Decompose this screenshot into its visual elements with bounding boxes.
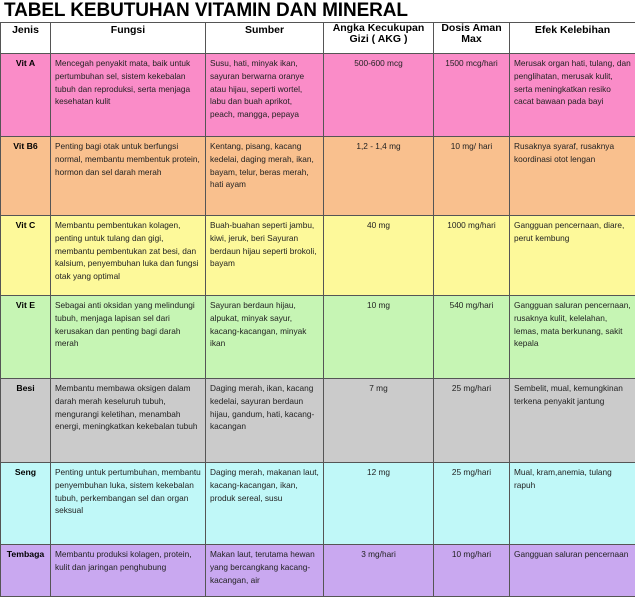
cell-efek: Gangguan saluran pencernaan, rusaknya kulit, kelelahan, lemas, mata berkunang, sakit kepala	[510, 296, 635, 379]
cell-dosis: 10 mg/hari	[434, 545, 510, 597]
cell-akg: 500-600 mcg	[324, 54, 434, 137]
cell-jenis: Vit A	[1, 54, 51, 137]
cell-akg: 1,2 - 1,4 mg	[324, 137, 434, 216]
cell-dosis: 1500 mcg/hari	[434, 54, 510, 137]
table-row	[1, 54, 635, 137]
cell-jenis: Vit B6	[1, 137, 51, 216]
cell-fungsi: Membantu membawa oksigen dalam darah merah keseluruh tubuh, mengurangi keletihan, menambah energi, meningkatkan kekebalan tubuh	[51, 379, 206, 463]
cell-sumber: Buah-buahan seperti jambu, kiwi, jeruk, beri Sayuran berdaun hijau seperti brokoli, bayam	[206, 216, 324, 296]
table-row	[1, 379, 635, 463]
cell-akg: 3 mg/hari	[324, 545, 434, 597]
table-row	[1, 137, 635, 216]
cell-jenis: Seng	[1, 463, 51, 545]
cell-akg: 12 mg	[324, 463, 434, 545]
header-sumber: Sumber	[206, 23, 324, 54]
cell-fungsi: Membantu produksi kolagen, protein, kulit dan jaringan penghubung	[51, 545, 206, 597]
cell-jenis: Vit C	[1, 216, 51, 296]
cell-dosis: 1000 mg/hari	[434, 216, 510, 296]
cell-akg: 40 mg	[324, 216, 434, 296]
cell-sumber: Kentang, pisang, kacang kedelai, daging merah, ikan, bayam, telur, beras merah, hati ayam	[206, 137, 324, 216]
cell-efek: Gangguan pencernaan, diare, perut kembung	[510, 216, 635, 296]
header-fungsi: Fungsi	[51, 23, 206, 54]
header-efek: Efek Kelebihan	[510, 23, 635, 54]
cell-dosis: 540 mg/hari	[434, 296, 510, 379]
header-akg: Angka Kecukupan Gizi ( AKG )	[324, 23, 434, 54]
cell-sumber: Daging merah, makanan laut, kacang-kacangan, ikan, produk sereal, susu	[206, 463, 324, 545]
cell-akg: 10 mg	[324, 296, 434, 379]
cell-sumber: Sayuran berdaun hijau, alpukat, minyak sayur, kacang-kacangan, minyak ikan	[206, 296, 324, 379]
cell-jenis: Besi	[1, 379, 51, 463]
table-row	[1, 545, 635, 597]
cell-sumber: Daging merah, ikan, kacang kedelai, sayuran berdaun hijau, gandum, hati, kacang-kacangan	[206, 379, 324, 463]
header-dosis: Dosis Aman Max	[434, 23, 510, 54]
cell-dosis: 25 mg/hari	[434, 463, 510, 545]
cell-jenis: Vit E	[1, 296, 51, 379]
cell-dosis: 25 mg/hari	[434, 379, 510, 463]
cell-efek: Rusaknya syaraf, rusaknya koordinasi otot lengan	[510, 137, 635, 216]
page-title: TABEL KEBUTUHAN VITAMIN DAN MINERAL	[4, 0, 408, 22]
cell-sumber: Susu, hati, minyak ikan, sayuran berwarna oranye atau hijau, seperti wortel, labu dan buah aprikot, peach, mangga, pepaya	[206, 54, 324, 137]
cell-fungsi: Mencegah penyakit mata, baik untuk pertumbuhan sel, sistem kekebalan tubuh dan reproduksi, serta menjaga kesehatan kulit	[51, 54, 206, 137]
table-row	[1, 216, 635, 296]
table-row	[1, 296, 635, 379]
header-jenis: Jenis	[1, 23, 51, 54]
cell-dosis: 10 mg/ hari	[434, 137, 510, 216]
cell-efek: Merusak organ hati, tulang, dan penglihatan, merusak kulit, serta meningkatkan resiko cacat bawaan pada bayi	[510, 54, 635, 137]
cell-akg: 7 mg	[324, 379, 434, 463]
cell-jenis: Tembaga	[1, 545, 51, 597]
cell-efek: Gangguan saluran pencernaan	[510, 545, 635, 597]
header-row	[1, 23, 635, 54]
cell-fungsi: Penting bagi otak untuk berfungsi normal, membantu membentuk protein, hormon dan sel darah merah	[51, 137, 206, 216]
cell-efek: Mual, kram,anemia, tulang rapuh	[510, 463, 635, 545]
cell-fungsi: Membantu pembentukan kolagen, penting untuk tulang dan gigi, membantu pembentukan zat besi, dan kalsium, penyembuhan luka dan fungsi otak yang optimal	[51, 216, 206, 296]
table-row	[1, 463, 635, 545]
cell-sumber: Makan laut, terutama hewan yang bercangkang kacang-kacangan, air	[206, 545, 324, 597]
cell-fungsi: Sebagai anti oksidan yang melindungi tubuh, menjaga lapisan sel dari kerusakan dan penting bagi darah merah	[51, 296, 206, 379]
cell-efek: Sembelit, mual, kemungkinan terkena penyakit jantung	[510, 379, 635, 463]
cell-fungsi: Penting untuk pertumbuhan, membantu penyembuhan luka, sistem kekebalan tubuh, perkembangan sel dan organ seksual	[51, 463, 206, 545]
nutrition-table	[0, 22, 635, 597]
